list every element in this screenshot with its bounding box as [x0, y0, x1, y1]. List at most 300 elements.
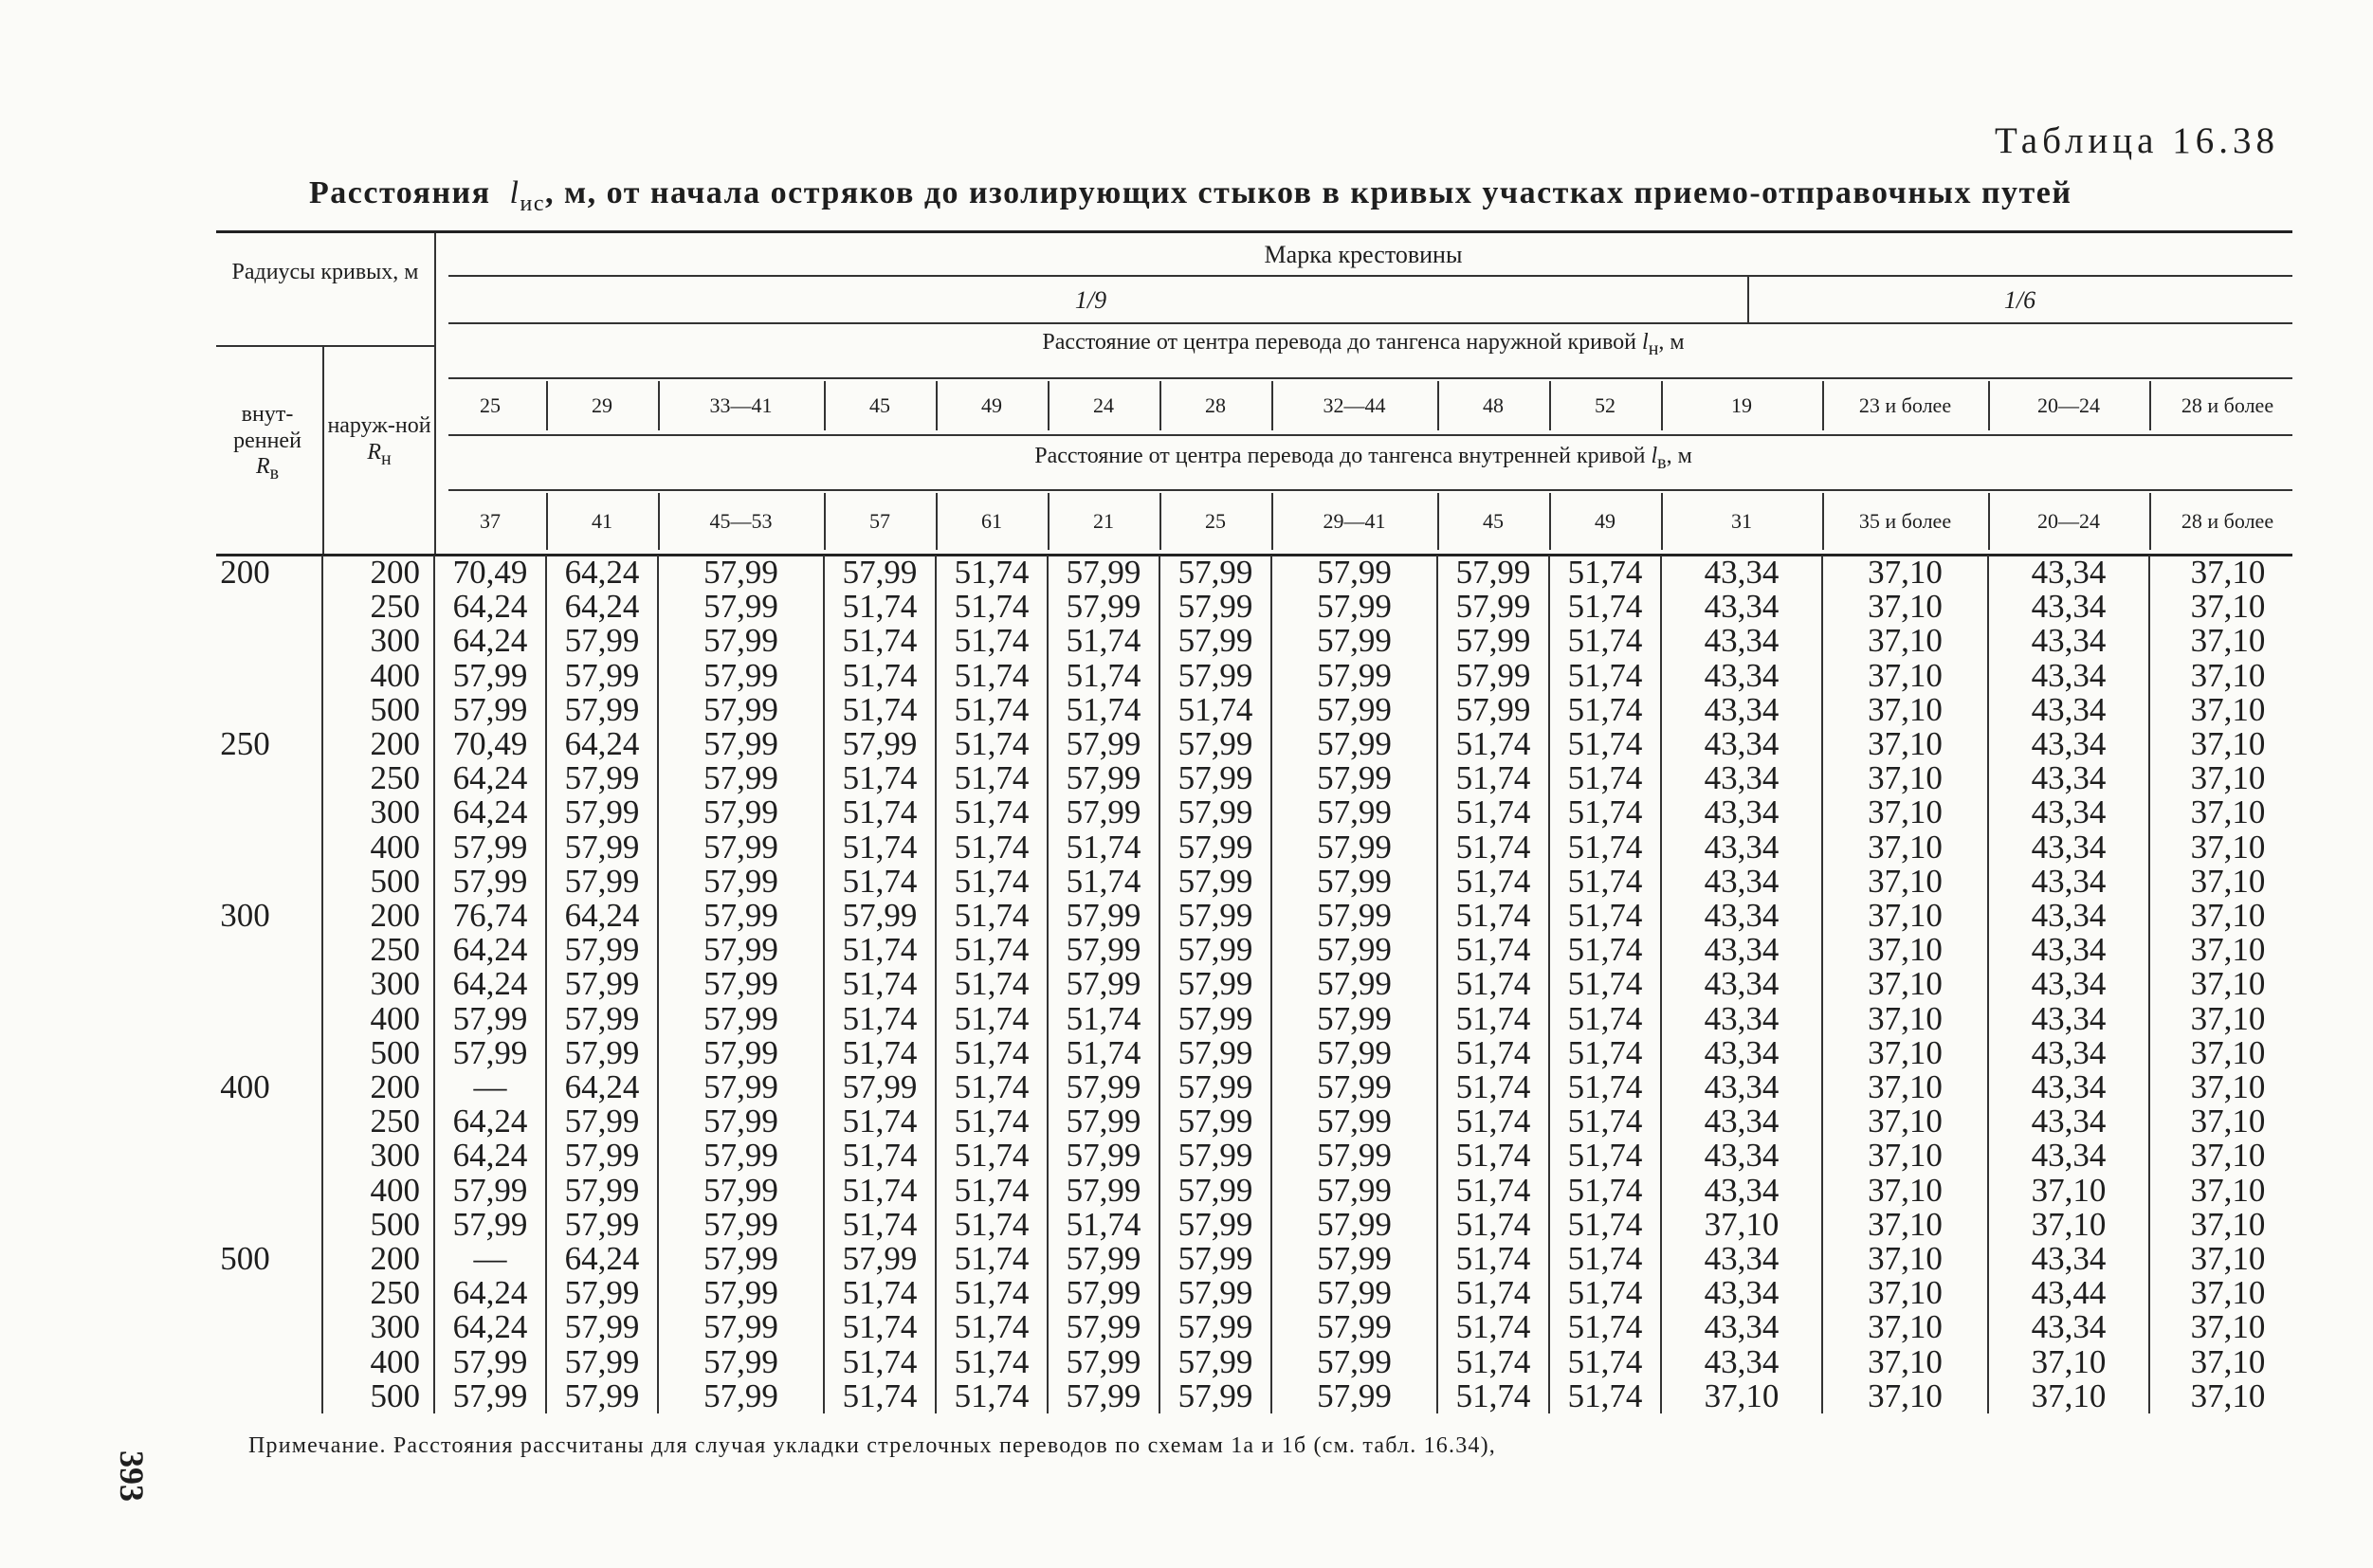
value-cell: 57,99: [658, 624, 824, 658]
outer-cell: 29: [592, 393, 612, 417]
value-cell: 51,74: [824, 590, 936, 624]
value-cell: 43,34: [1988, 1070, 2149, 1104]
inner-distance-sub: в: [1657, 451, 1667, 473]
outer-radius-cell: 400: [322, 1345, 434, 1379]
value-cell: 51,74: [1437, 1310, 1549, 1344]
value-cell: 37,10: [1822, 556, 1988, 590]
value-cell: 57,99: [658, 899, 824, 933]
outer-cell: 19: [1731, 393, 1752, 417]
divider: [936, 381, 938, 430]
value-cell: 57,99: [1159, 590, 1271, 624]
value-cell: 43,34: [1661, 1276, 1822, 1310]
value-cell: 51,74: [1159, 693, 1271, 727]
value-cell: 37,10: [2149, 727, 2306, 761]
mark-1-9: 1/9: [1074, 286, 1107, 314]
value-cell: 57,99: [824, 556, 936, 590]
table-row: [216, 830, 2306, 865]
inner-radius-cell: [216, 1276, 322, 1310]
value-cell: 51,74: [1437, 761, 1549, 795]
value-cell: 37,10: [2149, 1002, 2306, 1036]
value-cell: 43,34: [1661, 1104, 1822, 1139]
value-cell: 64,24: [434, 933, 546, 967]
value-cell: 57,99: [546, 933, 658, 967]
outer-cell: 25: [480, 393, 501, 417]
value-cell: 37,10: [2149, 693, 2306, 727]
table-row: [216, 899, 2306, 933]
table-row: [216, 967, 2306, 1001]
value-cell: 57,99: [658, 1345, 824, 1379]
title-subscript: ис: [520, 191, 545, 216]
table-row: [216, 659, 2306, 693]
value-cell: 57,99: [1271, 1002, 1437, 1036]
value-cell: 51,74: [936, 1310, 1048, 1344]
outer-cell: 28 и более: [2181, 393, 2274, 417]
value-cell: 57,99: [1159, 830, 1271, 865]
value-cell: 64,24: [546, 590, 658, 624]
value-cell: 51,74: [1437, 795, 1549, 830]
table-row: [216, 624, 2306, 658]
value-cell: 43,34: [1988, 761, 2149, 795]
inner-radius-text: внут-ренней: [233, 402, 301, 453]
divider: [1988, 381, 1990, 430]
value-cell: 43,34: [1988, 1002, 2149, 1036]
table-row: [216, 1070, 2306, 1104]
inner-cell: 45: [1483, 509, 1504, 533]
value-cell: 37,10: [2149, 1345, 2306, 1379]
value-cell: 51,74: [824, 1276, 936, 1310]
outer-radius-cell: 200: [322, 556, 434, 590]
value-cell: 57,99: [1048, 1174, 1159, 1208]
value-cell: 51,74: [1549, 1002, 1661, 1036]
value-cell: 57,99: [1159, 1345, 1271, 1379]
value-cell: 51,74: [824, 1104, 936, 1139]
value-cell: 43,34: [1988, 659, 2149, 693]
value-cell: 51,74: [936, 727, 1048, 761]
value-cell: 57,99: [1271, 830, 1437, 865]
inner-cell: 21: [1093, 509, 1114, 533]
value-cell: 51,74: [1437, 1276, 1549, 1310]
value-cell: 37,10: [1822, 659, 1988, 693]
value-cell: 57,99: [658, 1379, 824, 1413]
value-cell: 57,99: [1048, 727, 1159, 761]
value-cell: 57,99: [1271, 590, 1437, 624]
table-row: [216, 1139, 2306, 1173]
inner-radius-sub: в: [269, 462, 280, 483]
divider: [322, 345, 324, 554]
outer-distance-symbol: l: [1642, 330, 1649, 355]
value-cell: 57,99: [546, 1310, 658, 1344]
value-cell: 51,74: [936, 899, 1048, 933]
value-cell: 57,99: [1271, 761, 1437, 795]
value-cell: 57,99: [546, 1345, 658, 1379]
inner-radius-cell: [216, 830, 322, 865]
value-cell: 57,99: [1159, 1174, 1271, 1208]
value-cell: 51,74: [824, 1002, 936, 1036]
value-cell: 37,10: [2149, 761, 2306, 795]
title-symbol: l: [509, 175, 520, 210]
value-cell: 37,10: [2149, 1036, 2306, 1070]
inner-radius-cell: 300: [220, 897, 270, 935]
divider: [1048, 381, 1050, 430]
inner-distance-unit: , м: [1666, 444, 1692, 468]
value-cell: 37,10: [1661, 1208, 1822, 1242]
outer-radius-cell: 500: [322, 865, 434, 899]
inner-radius-cell: [216, 761, 322, 795]
value-cell: 57,99: [1271, 1139, 1437, 1173]
value-cell: 70,49: [434, 556, 546, 590]
value-cell: 57,99: [1048, 933, 1159, 967]
radii-label: Радиусы кривых, м: [231, 260, 419, 284]
value-cell: 51,74: [824, 1174, 936, 1208]
value-cell: 64,24: [546, 727, 658, 761]
outer-radius-label: [326, 413, 432, 469]
value-cell: 64,24: [546, 1242, 658, 1276]
value-cell: 57,99: [546, 624, 658, 658]
inner-radius-cell: [216, 1002, 322, 1036]
value-cell: 37,10: [1661, 1379, 1822, 1413]
value-cell: 57,99: [658, 795, 824, 830]
outer-distance-sub: н: [1648, 337, 1659, 359]
outer-radius-cell: 400: [322, 1174, 434, 1208]
value-cell: 51,74: [824, 761, 936, 795]
value-cell: 43,34: [1661, 1002, 1822, 1036]
value-cell: 43,34: [1988, 967, 2149, 1001]
value-cell: 57,99: [1159, 556, 1271, 590]
value-cell: 57,99: [434, 1345, 546, 1379]
title-text-after: , м, от начала остряков до изолирующих стыков в кривых участках приемо-отправочных путей: [544, 175, 2072, 210]
value-cell: 57,99: [1271, 1276, 1437, 1310]
outer-radius-cell: 400: [322, 659, 434, 693]
divider: [216, 345, 434, 347]
value-cell: 57,99: [1159, 795, 1271, 830]
outer-radius-cell: 500: [322, 693, 434, 727]
value-cell: 37,10: [1822, 1379, 1988, 1413]
value-cell: 43,34: [1661, 830, 1822, 865]
value-cell: 64,24: [434, 1276, 546, 1310]
table-row: [216, 1036, 2306, 1070]
table-row: [216, 1174, 2306, 1208]
value-cell: 51,74: [1437, 865, 1549, 899]
value-cell: 57,99: [1437, 590, 1549, 624]
value-cell: 51,74: [1048, 624, 1159, 658]
value-cell: 57,99: [1271, 624, 1437, 658]
table-row: [216, 1276, 2306, 1310]
divider: [1822, 381, 1824, 430]
value-cell: 51,74: [936, 865, 1048, 899]
value-cell: 64,24: [434, 1104, 546, 1139]
value-cell: 43,34: [1661, 1242, 1822, 1276]
inner-cell: 45—53: [709, 509, 773, 533]
value-cell: 37,10: [2149, 624, 2306, 658]
value-cell: 51,74: [824, 693, 936, 727]
inner-radius-cell: [216, 624, 322, 658]
value-cell: 57,99: [1048, 556, 1159, 590]
value-cell: 37,10: [1822, 761, 1988, 795]
value-cell: 64,24: [434, 795, 546, 830]
value-cell: 57,99: [824, 1242, 936, 1276]
value-cell: 57,99: [1271, 1104, 1437, 1139]
value-cell: —: [434, 1242, 546, 1276]
value-cell: 51,74: [1437, 1379, 1549, 1413]
value-cell: 43,34: [1988, 899, 2149, 933]
inner-radius-cell: [216, 1139, 322, 1173]
value-cell: 51,74: [1549, 556, 1661, 590]
value-cell: 51,74: [1437, 1345, 1549, 1379]
footnote: Примечание. Расстояния рассчитаны для случая укладки стрелочных переводов по схемам 1а и 1б (см. табл. 16.34),: [248, 1433, 1496, 1458]
inner-radius-cell: [216, 967, 322, 1001]
value-cell: 51,74: [936, 659, 1048, 693]
value-cell: 57,99: [1159, 1070, 1271, 1104]
value-cell: 51,74: [1437, 899, 1549, 933]
value-cell: 70,49: [434, 727, 546, 761]
table-row: [216, 693, 2306, 727]
value-cell: 37,10: [1822, 933, 1988, 967]
value-cell: 57,99: [546, 1139, 658, 1173]
value-cell: 51,74: [936, 590, 1048, 624]
outer-radius-cell: 250: [322, 933, 434, 967]
inner-cell: 57: [869, 509, 890, 533]
inner-radius-symbol: R: [255, 454, 270, 480]
value-cell: 51,74: [1437, 1104, 1549, 1139]
value-cell: 57,99: [1159, 1036, 1271, 1070]
outer-radius-cell: 400: [322, 830, 434, 865]
value-cell: 57,99: [546, 1174, 658, 1208]
value-cell: 51,74: [1549, 727, 1661, 761]
value-cell: 57,99: [1271, 1345, 1437, 1379]
value-cell: 57,99: [546, 1379, 658, 1413]
value-cell: 57,99: [658, 1276, 824, 1310]
value-cell: 37,10: [1822, 1345, 1988, 1379]
outer-cell: 23 и более: [1858, 393, 1952, 417]
value-cell: 51,74: [1048, 1002, 1159, 1036]
value-cell: 43,34: [1661, 624, 1822, 658]
value-cell: 43,34: [1661, 795, 1822, 830]
value-cell: 51,74: [1437, 830, 1549, 865]
value-cell: 37,10: [2149, 865, 2306, 899]
value-cell: 43,34: [1988, 1310, 2149, 1344]
value-cell: 51,74: [1549, 830, 1661, 865]
divider: [1549, 381, 1551, 430]
value-cell: 43,44: [1988, 1276, 2149, 1310]
value-cell: 43,34: [1661, 1036, 1822, 1070]
inner-radius-cell: 400: [220, 1068, 270, 1106]
divider: [448, 434, 2292, 436]
table-row: [216, 1242, 2306, 1276]
value-cell: 57,99: [658, 761, 824, 795]
value-cell: 57,99: [658, 933, 824, 967]
value-cell: 57,99: [1159, 933, 1271, 967]
inner-cell: 49: [1595, 509, 1615, 533]
value-cell: 43,34: [1661, 1174, 1822, 1208]
value-cell: 57,99: [1048, 899, 1159, 933]
value-cell: 57,99: [1159, 1379, 1271, 1413]
value-cell: 57,99: [1271, 1208, 1437, 1242]
value-cell: 51,74: [824, 1208, 936, 1242]
value-cell: 37,10: [2149, 556, 2306, 590]
value-cell: 37,10: [1822, 1276, 1988, 1310]
value-cell: 51,74: [824, 830, 936, 865]
value-cell: 37,10: [1822, 1310, 1988, 1344]
value-cell: 51,74: [1437, 1174, 1549, 1208]
outer-radius-cell: 250: [322, 1276, 434, 1310]
value-cell: 43,34: [1661, 899, 1822, 933]
value-cell: 37,10: [2149, 1174, 2306, 1208]
value-cell: 37,10: [2149, 795, 2306, 830]
value-cell: 57,99: [546, 693, 658, 727]
value-cell: 57,99: [1271, 967, 1437, 1001]
value-cell: 57,99: [1271, 1310, 1437, 1344]
value-cell: 51,74: [824, 967, 936, 1001]
inner-cell: 20—24: [2037, 509, 2100, 533]
inner-radius-cell: 500: [220, 1240, 270, 1278]
divider: [448, 322, 2292, 324]
value-cell: 57,99: [1159, 1002, 1271, 1036]
value-cell: 51,74: [936, 1174, 1048, 1208]
value-cell: 37,10: [1822, 693, 1988, 727]
value-cell: 37,10: [1822, 830, 1988, 865]
value-cell: 57,99: [658, 1002, 824, 1036]
value-cell: 64,24: [434, 624, 546, 658]
value-cell: 37,10: [2149, 1139, 2306, 1173]
value-cell: 57,99: [434, 1036, 546, 1070]
value-cell: 57,99: [546, 1002, 658, 1036]
value-cell: 51,74: [1048, 865, 1159, 899]
outer-radius-cell: 500: [322, 1036, 434, 1070]
value-cell: 43,34: [1661, 556, 1822, 590]
value-cell: 57,99: [1271, 659, 1437, 693]
value-cell: 43,34: [1661, 761, 1822, 795]
outer-radius-cell: 200: [322, 727, 434, 761]
value-cell: 51,74: [936, 795, 1048, 830]
divider: [1271, 381, 1273, 430]
inner-radius-cell: [216, 795, 322, 830]
value-cell: 57,99: [658, 1208, 824, 1242]
value-cell: 57,99: [658, 1070, 824, 1104]
value-cell: 43,34: [1988, 556, 2149, 590]
table-row: [216, 1345, 2306, 1379]
value-cell: 51,74: [1549, 761, 1661, 795]
value-cell: 51,74: [936, 1208, 1048, 1242]
value-cell: 51,74: [1437, 933, 1549, 967]
inner-distance-symbol: l: [1651, 444, 1658, 468]
value-cell: 43,34: [1661, 1310, 1822, 1344]
value-cell: 51,74: [936, 1139, 1048, 1173]
value-cell: 51,74: [1549, 1139, 1661, 1173]
value-cell: 51,74: [936, 761, 1048, 795]
value-cell: 51,74: [936, 1002, 1048, 1036]
value-cell: 43,34: [1661, 933, 1822, 967]
inner-radius-label: [216, 402, 319, 484]
value-cell: 57,99: [824, 899, 936, 933]
table-row: [216, 1104, 2306, 1139]
value-cell: 57,99: [1159, 1310, 1271, 1344]
value-cell: 57,99: [1271, 795, 1437, 830]
value-cell: 51,74: [824, 1139, 936, 1173]
inner-radius-cell: [216, 1104, 322, 1139]
value-cell: 51,74: [1549, 1310, 1661, 1344]
outer-radius-sub: н: [380, 447, 392, 469]
value-cell: 57,99: [546, 1208, 658, 1242]
value-cell: 57,99: [658, 1310, 824, 1344]
data-table: [216, 556, 2306, 1413]
value-cell: 51,74: [936, 1242, 1048, 1276]
value-cell: 51,74: [1437, 1036, 1549, 1070]
table-row: [216, 727, 2306, 761]
value-cell: 57,99: [1271, 1379, 1437, 1413]
value-cell: 57,99: [434, 1379, 546, 1413]
divider: [2149, 381, 2151, 430]
value-cell: 57,99: [1159, 967, 1271, 1001]
value-cell: 37,10: [2149, 1310, 2306, 1344]
value-cell: 57,99: [1159, 1139, 1271, 1173]
value-cell: 51,74: [1549, 1104, 1661, 1139]
value-cell: 57,99: [1437, 659, 1549, 693]
value-cell: 57,99: [1048, 1345, 1159, 1379]
value-cell: 51,74: [1549, 590, 1661, 624]
outer-radius-cell: 300: [322, 1310, 434, 1344]
mark-1-6: 1/6: [2003, 286, 2036, 314]
title-text-before: Расстояния: [309, 175, 491, 210]
value-cell: 43,34: [1988, 1036, 2149, 1070]
value-cell: 43,34: [1988, 727, 2149, 761]
divider: [546, 493, 548, 550]
outer-distance-unit: , м: [1658, 330, 1685, 355]
divider: [546, 381, 548, 430]
value-cell: 51,74: [824, 865, 936, 899]
value-cell: 43,34: [1661, 967, 1822, 1001]
value-cell: 57,99: [1048, 1104, 1159, 1139]
value-cell: 51,74: [1048, 1208, 1159, 1242]
value-cell: 51,74: [824, 795, 936, 830]
value-cell: 51,74: [936, 693, 1048, 727]
table-row: [216, 1379, 2306, 1413]
table-number: Таблица 16.38: [1994, 120, 2279, 161]
value-cell: 51,74: [1549, 967, 1661, 1001]
inner-radius-cell: 200: [220, 554, 270, 591]
value-cell: 37,10: [2149, 1242, 2306, 1276]
value-cell: 57,99: [1159, 727, 1271, 761]
value-cell: 51,74: [1549, 1208, 1661, 1242]
value-cell: 64,24: [546, 1070, 658, 1104]
value-cell: 57,99: [658, 865, 824, 899]
value-cell: 57,99: [1159, 899, 1271, 933]
value-cell: 37,10: [2149, 1208, 2306, 1242]
outer-cell: 20—24: [2037, 393, 2100, 417]
value-cell: 57,99: [546, 659, 658, 693]
value-cell: 37,10: [2149, 659, 2306, 693]
value-cell: 37,10: [1822, 624, 1988, 658]
divider: [1661, 381, 1663, 430]
divider: [824, 381, 826, 430]
inner-radius-cell: [216, 693, 322, 727]
value-cell: 57,99: [546, 1104, 658, 1139]
table-row: [216, 590, 2306, 624]
inner-radius-cell: [216, 865, 322, 899]
value-cell: 51,74: [1437, 1139, 1549, 1173]
value-cell: 57,99: [658, 693, 824, 727]
value-cell: 57,99: [546, 865, 658, 899]
crossing-mark-label: Марка крестовины: [1264, 241, 1463, 268]
value-cell: 51,74: [1048, 659, 1159, 693]
value-cell: 43,34: [1988, 795, 2149, 830]
value-cell: 43,34: [1988, 830, 2149, 865]
value-cell: 64,24: [546, 556, 658, 590]
value-cell: 57,99: [658, 967, 824, 1001]
divider: [1437, 493, 1439, 550]
value-cell: 51,74: [824, 1379, 936, 1413]
outer-radius-cell: 250: [322, 1104, 434, 1139]
value-cell: 43,34: [1661, 659, 1822, 693]
